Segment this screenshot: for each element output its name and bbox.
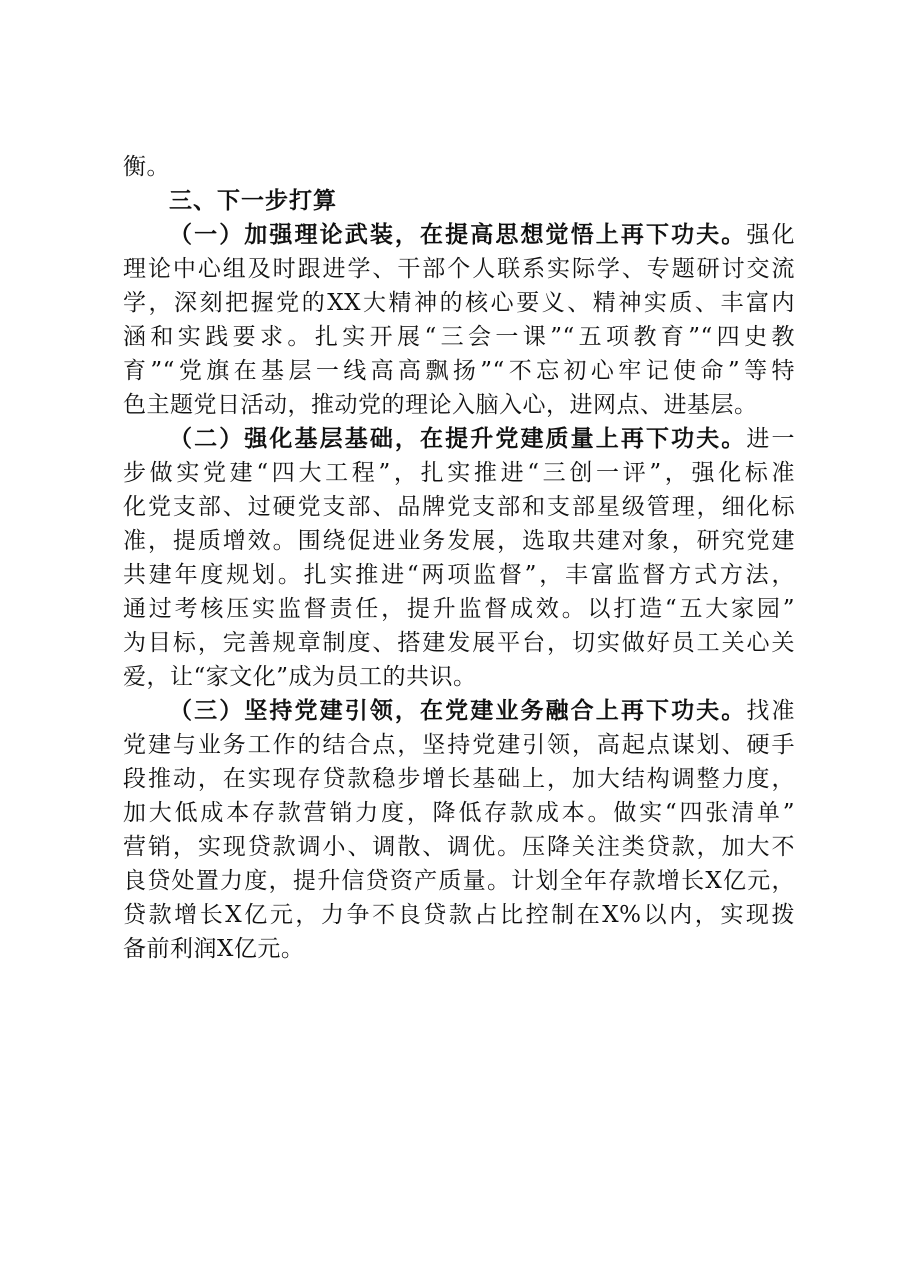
text-line: 党建与业务工作的结合点，坚持党建引领，高起点谋划、硬手 <box>123 732 795 758</box>
text-line: 准，提质增效。围绕促进业务发展，选取共建对象，研究党建 <box>123 528 795 554</box>
paragraph-text: 进一 <box>746 426 796 452</box>
text-line: 良贷处置力度，提升信贷资产质量。计划全年存款增长X亿元， <box>123 868 795 894</box>
section-heading: 三、下一步打算 <box>169 188 337 214</box>
paragraph-first-line <box>123 218 795 252</box>
text-line: 学，深刻把握党的XX大精神的核心要义、精神实质、丰富内 <box>123 290 795 316</box>
paragraph-text: 强化 <box>746 222 796 248</box>
text-line: 爱，让“家文化”成为员工的共识。 <box>123 664 477 690</box>
text-line: 色主题党日活动，推动党的理论入脑入心，进网点、进基层。 <box>123 392 758 418</box>
paragraph-first-line <box>123 694 795 728</box>
text-line: 营销，实现贷款调小、调散、调优。压降关注类贷款，加大不 <box>123 834 795 860</box>
text-line: 段推动，在实现存贷款稳步增长基础上，加大结构调整力度， <box>123 766 795 792</box>
paragraph-heading-2: （二）强化基层基础，在提升党建质量上再下功夫。 <box>169 425 747 452</box>
paragraph-text: 找准 <box>746 698 796 724</box>
document-body <box>123 150 795 966</box>
text-line: 共建年度规划。扎实推进“两项监督”，丰富监督方式方法， <box>123 562 795 588</box>
paragraph-heading-3: （三）坚持党建引领，在党建业务融合上再下功夫。 <box>169 697 747 724</box>
text-line: 化党支部、过硬党支部、品牌党支部和支部星级管理，细化标 <box>123 494 795 520</box>
text-line: 备前利润X亿元。 <box>123 936 305 962</box>
text-line: 涵和实践要求。扎实开展“三会一课”“五项教育”“四史教 <box>123 324 795 350</box>
text-line: 步做实党建“四大工程”，扎实推进“三创一评”，强化标准 <box>123 460 795 486</box>
text-line: 贷款增长X亿元，力争不良贷款占比控制在X%以内，实现拨 <box>123 902 795 928</box>
text-line: 通过考核压实监督责任，提升监督成效。以打造“五大家园” <box>123 596 795 622</box>
text-line: 加大低成本存款营销力度，降低存款成本。做实“四张清单” <box>123 800 795 826</box>
text-line: 育”“党旗在基层一线高高飘扬”“不忘初心牢记使命”等特 <box>123 358 795 384</box>
paragraph-first-line <box>123 422 795 456</box>
paragraph-heading-1: （一）加强理论武装，在提高思想觉悟上再下功夫。 <box>169 221 747 248</box>
text-line: 为目标，完善规章制度、搭建发展平台，切实做好员工关心关 <box>123 630 795 656</box>
text-line: 理论中心组及时跟进学、干部个人联系实际学、专题研讨交流 <box>123 256 795 282</box>
text-line: 衡。 <box>123 154 170 180</box>
